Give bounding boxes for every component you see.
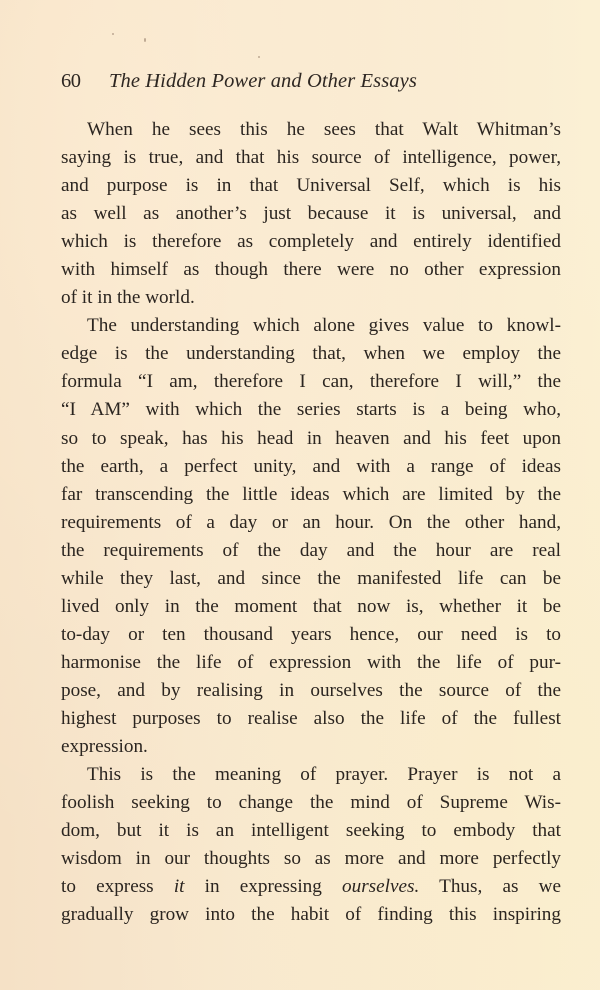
text-line: When he sees this he sees that Walt Whitman’s: [87, 119, 561, 140]
text-line: formula “I am, therefore I can, therefore I will,” the: [61, 371, 561, 393]
text-line: “I AM” with which the series starts is a being who,: [61, 399, 561, 421]
text-line: pose, and by realising in ourselves the source of the: [61, 679, 561, 701]
text-line: so to speak, has his head in heaven and his feet upon: [61, 427, 561, 449]
text-line: expression.: [61, 736, 148, 758]
text-line: and purpose is in that Universal Self, which is his: [61, 175, 561, 197]
text-line: which is therefore as completely and entirely identified: [61, 231, 561, 253]
text-line: dom, but it is an intelligent seeking to embody that: [61, 820, 561, 842]
text-line: wisdom in our thoughts so as more and more perfectly: [61, 848, 561, 870]
text-line: edge is the understanding that, when we employ the: [61, 343, 561, 365]
text-line: The understanding which alone gives value to knowl-: [87, 315, 561, 337]
emphasis-it: it: [173, 876, 185, 898]
text-line: the earth, a perfect unity, and with a range of ideas: [61, 455, 561, 477]
running-head: [61, 70, 541, 100]
text-line: requirements of a day or an hour. On the other hand,: [61, 511, 561, 533]
text-line: This is the meaning of prayer. Prayer is not a: [87, 764, 561, 786]
text-line: gradually grow into the habit of finding this inspiring: [61, 904, 561, 926]
paper-speck: [144, 38, 146, 42]
text-line: with himself as though there were no other expression: [61, 259, 561, 281]
paper-speck: [112, 33, 114, 35]
text-line: the requirements of the day and the hour are real: [61, 539, 561, 561]
text-line: of it in the world.: [61, 287, 195, 309]
paragraph: [61, 312, 561, 761]
body-text: [61, 116, 561, 929]
text-line: far transcending the little ideas which are limited by the: [61, 483, 561, 505]
text-line: saying is true, and that his source of intelligence, power,: [61, 147, 561, 169]
text-line: while they last, and since the manifested life can be: [61, 567, 561, 589]
paragraph: [61, 761, 561, 929]
text-line: highest purposes to realise also the life of the fullest: [61, 707, 561, 729]
text-segment: to express: [61, 876, 174, 898]
paragraph: [61, 116, 561, 312]
text-line: lived only in the moment that now is, whether it be: [61, 595, 561, 617]
text-line: to-day or ten thousand years hence, our need is to: [61, 623, 561, 645]
page-number: 60: [61, 70, 81, 92]
text-segment: in expressing: [184, 876, 343, 898]
emphasis-ourselves: ourselves.: [342, 876, 420, 898]
text-line-mixed: [61, 873, 561, 901]
text-line: as well as another’s just because it is universal, and: [61, 203, 561, 225]
paper-speck: [258, 56, 260, 58]
text-segment: Thus, as we: [419, 876, 561, 898]
text-line: foolish seeking to change the mind of Supreme Wis-: [61, 792, 561, 814]
text-line: harmonise the life of expression with the life of pur-: [61, 651, 561, 673]
running-title: The Hidden Power and Other Essays: [109, 70, 417, 92]
